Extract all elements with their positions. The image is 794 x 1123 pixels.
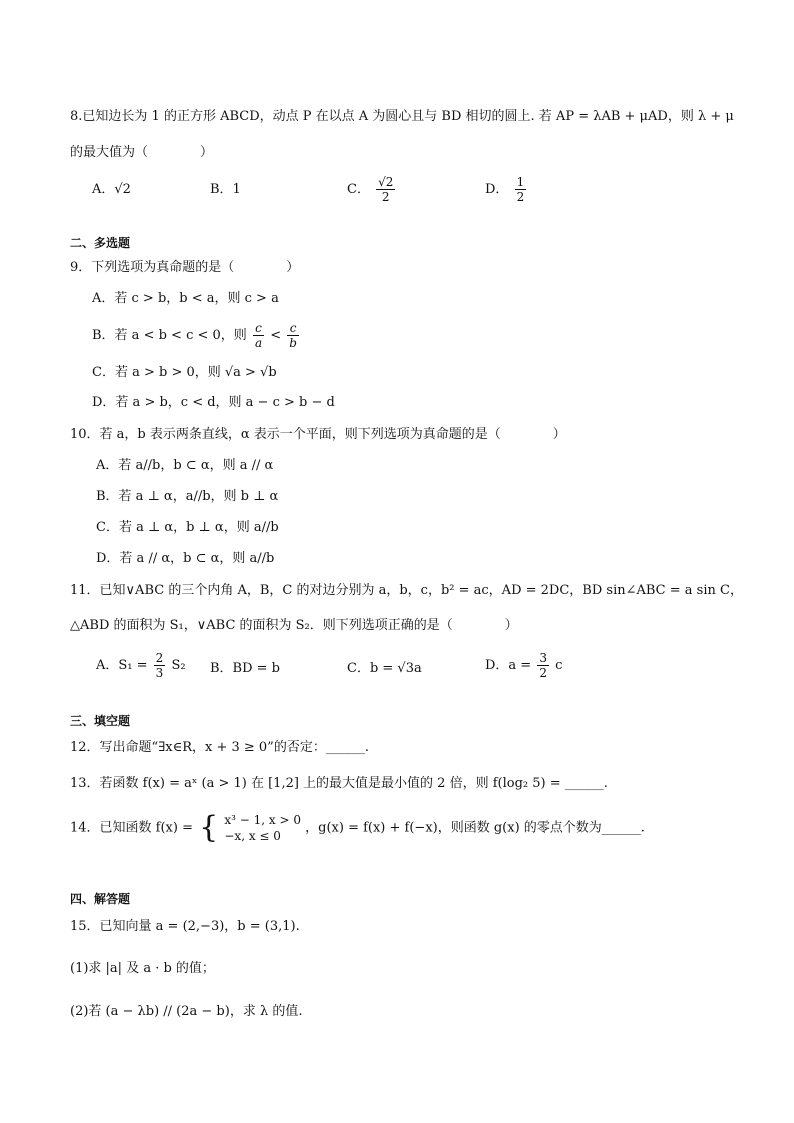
q11-option-d-numerator: 3	[539, 651, 547, 665]
q14-brace: {	[199, 810, 219, 845]
q8-line2: 的最大值为（ ）	[70, 145, 214, 160]
q11-option-d-suffix: c	[555, 658, 563, 673]
q11-option-d-fraction	[537, 652, 549, 679]
q9-option-b-fraction2	[287, 322, 299, 349]
q15-part1: (1)求 |a| 及 a · b 的值；	[70, 961, 215, 976]
q9-option-b-fraction1-denominator: a	[254, 336, 263, 350]
q9-option-b-fraction1	[253, 322, 264, 349]
q10-option-c: C．若 a ⊥ α，b ⊥ α，则 a//b	[96, 520, 279, 535]
q9-option-a: A．若 c > b，b < a，则 c > a	[92, 291, 279, 306]
q9-option-b-label: B．若 a < b < c < 0，则	[92, 328, 247, 343]
q9-option-c: C．若 a > b > 0，则 √a > √b	[92, 365, 277, 380]
q8-option-d	[485, 176, 528, 203]
section-multiple-choice-heading: 二、多选题	[70, 236, 131, 250]
q9-option-b-less-than: <	[270, 328, 282, 343]
q11-option-a-label: A．S₁ =	[96, 658, 148, 673]
q14-prefix: 14．已知函数 f(x) =	[70, 820, 193, 836]
q8-option-d-fraction	[515, 176, 527, 203]
q9-stem: 9．下列选项为真命题的是（ ）	[70, 260, 300, 275]
q8-option-d-label: D．	[485, 182, 509, 197]
section-solution-heading: 四、解答题	[70, 892, 131, 906]
q8-option-d-numerator: 1	[516, 175, 525, 189]
q10-option-b: B．若 a ⊥ α，a//b，则 b ⊥ α	[96, 489, 279, 504]
q11-option-a-fraction	[154, 652, 166, 679]
q14-case2: −x, x ≤ 0	[224, 829, 281, 843]
q8-option-c-label: C．	[347, 182, 370, 197]
q14-line	[70, 812, 645, 844]
q11-option-d	[485, 652, 562, 679]
q11-option-b: B．BD = b	[210, 661, 281, 676]
q9-option-b-fraction2-denominator: b	[289, 336, 297, 350]
q8-option-c-numerator: √2	[378, 175, 394, 189]
q14-suffix: ，g(x) = f(x) + f(−x)，则函数 g(x) 的零点个数为______.	[305, 820, 645, 836]
q15-stem: 15．已知向量 a = (2,−3)，b = (3,1).	[70, 919, 300, 934]
q15-part2: (2)若 (a − λb) // (2a − b)，求 λ 的值.	[70, 1004, 303, 1019]
q8-line1: 8.已知边长为 1 的正方形 ABCD，动点 P 在以点 A 为圆心且与 BD 相切的圆上. 若 AP = λAB + μAD，则 λ + μ	[70, 109, 734, 124]
q11-option-c: C．b = √3a	[347, 661, 422, 676]
q14-case1: x³ − 1, x > 0	[224, 813, 301, 827]
q12-line: 12．写出命题“∃x∈R，x + 3 ≥ 0”的否定：______.	[70, 740, 369, 755]
q10-stem: 10．若 a，b 表示两条直线，α 表示一个平面，则下列选项为真命题的是（ ）	[70, 427, 566, 442]
q11-option-a-numerator: 2	[155, 651, 164, 665]
q9-option-b-fraction2-numerator: c	[287, 322, 299, 336]
q8-option-b: B．1	[210, 182, 241, 197]
q8-option-c-denominator: 2	[381, 190, 390, 204]
q14-cases	[224, 812, 301, 844]
q11-option-a-suffix: S₂	[171, 658, 186, 673]
q11-line2: △ABD 的面积为 S₁，∨ABC 的面积为 S₂．则下列选项正确的是（ ）	[70, 618, 518, 633]
q10-option-d: D．若 a // α，b ⊂ α，则 a//b	[96, 551, 275, 566]
q9-option-d: D．若 a > b，c < d，则 a − c > b − d	[92, 395, 335, 410]
q13-line: 13．若函数 f(x) = aˣ (a > 1) 在 [1,2] 上的最大值是最小值的 2 倍，则 f(log₂ 5) = ______.	[70, 776, 608, 791]
section-fill-in-heading: 三、填空题	[70, 714, 131, 728]
q8-option-c-fraction	[376, 176, 395, 203]
q9-option-b	[92, 322, 301, 349]
q11-line1: 11．已知∨ABC 的三个内角 A，B，C 的对边分别为 a，b，c，b² = ac，AD = 2DC，BD sin∠ABC = a sin C，	[70, 583, 743, 598]
q9-option-b-fraction1-numerator: c	[253, 322, 264, 336]
q8-option-d-denominator: 2	[516, 190, 525, 204]
q11-option-d-label: D．a =	[485, 658, 532, 673]
q8-option-c	[347, 176, 397, 203]
q11-option-d-denominator: 2	[539, 666, 547, 680]
q11-option-a	[96, 652, 186, 679]
q10-option-a: A．若 a//b，b ⊂ α，则 a // α	[96, 458, 274, 473]
q11-option-a-denominator: 3	[155, 666, 164, 680]
q8-option-a: A．√2	[92, 182, 131, 197]
